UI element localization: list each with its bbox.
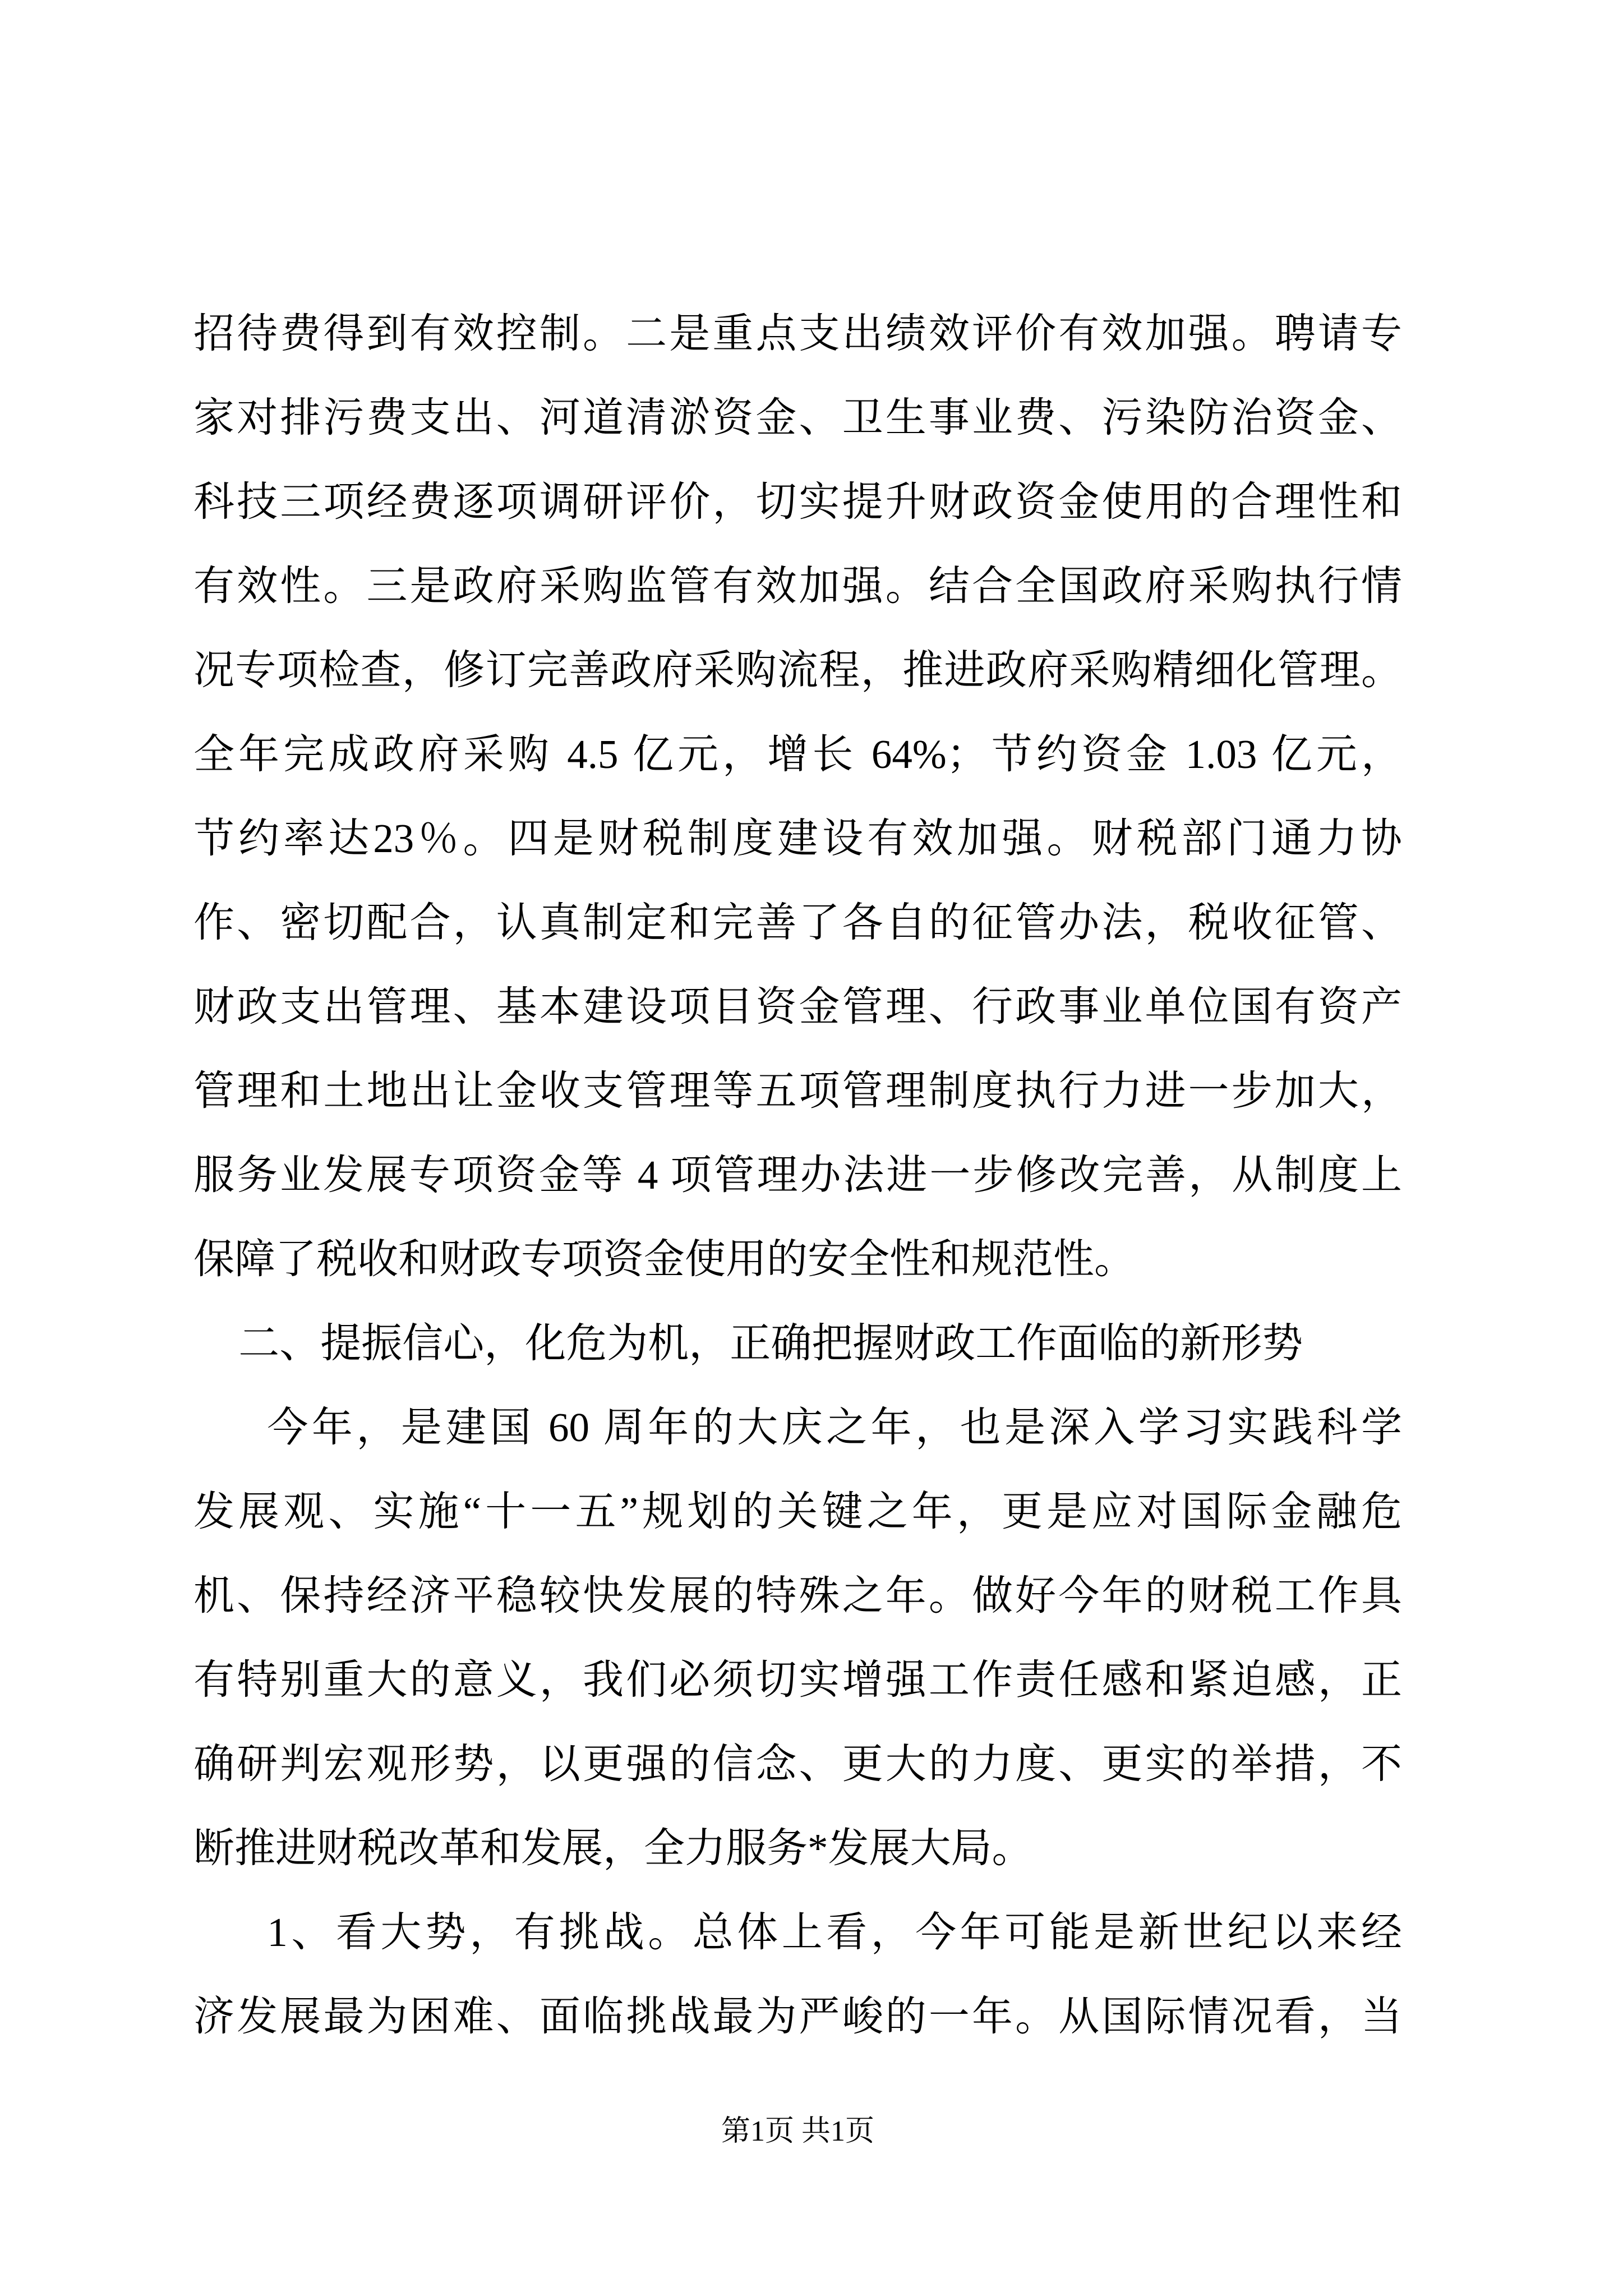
text-line: 济发展最为困难、面临挑战最为严峻的一年。从国际情况看，当 (193, 1994, 1402, 2039)
page-footer: 第1页 共1页 (721, 2115, 874, 2147)
text-line: 机、保持经济平稳较快发展的特殊之年。做好今年的财税工作具 (193, 1573, 1402, 1618)
paragraph (193, 1386, 1402, 1890)
text-line: 全年完成政府采购 4.5 亿元，增长 64%；节约资金 1.03 亿元， (193, 731, 1402, 777)
text-line: 财政支出管理、基本建设项目资金管理、行政事业单位国有资产 (193, 984, 1402, 1029)
text-line: 管理和土地出让金收支管理等五项管理制度执行力进一步加大， (193, 1068, 1402, 1114)
paragraph (193, 1890, 1402, 2059)
text-line: 断推进财税改革和发展，全力服务*发展大局。 (193, 1825, 1033, 1871)
text-line: 保障了税收和财政专项资金使用的安全性和规范性。 (193, 1236, 1135, 1282)
text-line: 况专项检查，修订完善政府采购流程，推进政府采购精细化管理。 (193, 647, 1402, 693)
text-line: 招待费得到有效控制。二是重点支出绩效评价有效加强。聘请专 (193, 311, 1402, 356)
text-line: 科技三项经费逐项调研评价，切实提升财政资金使用的合理性和 (193, 479, 1402, 524)
text-line: 有特别重大的意义，我们必须切实增强工作责任感和紧迫感，正 (193, 1657, 1402, 1703)
text-line: 作、密切配合，认真制定和完善了各自的征管办法，税收征管、 (193, 900, 1402, 945)
text-line: 1、看大势，有挑战。总体上看，今年可能是新世纪以来经 (267, 1910, 1402, 1955)
text-line: 今年，是建国 60 周年的大庆之年，也是深入学习实践科学 (267, 1405, 1402, 1450)
text-line: 服务业发展专项资金等 4 项管理办法进一步修改完善，从制度上 (193, 1152, 1402, 1198)
document-body (193, 292, 1402, 2059)
text-line: 确研判宏观形势，以更强的信念、更大的力度、更实的举措，不 (193, 1741, 1402, 1787)
paragraph (193, 292, 1402, 1301)
section-heading (193, 1301, 1402, 1386)
text-line: 节约率达23％。四是财税制度建设有效加强。财税部门通力协 (193, 816, 1402, 861)
text-line: 有效性。三是政府采购监管有效加强。结合全国政府采购执行情 (193, 563, 1402, 609)
text-line: 二、提振信心，化危为机，正确把握财政工作面临的新形势 (238, 1320, 1303, 1366)
text-line: 发展观、实施“十一五”规划的关键之年，更是应对国际金融危 (193, 1489, 1402, 1534)
text-line: 家对排污费支出、河道清淤资金、卫生事业费、污染防治资金、 (193, 395, 1402, 440)
